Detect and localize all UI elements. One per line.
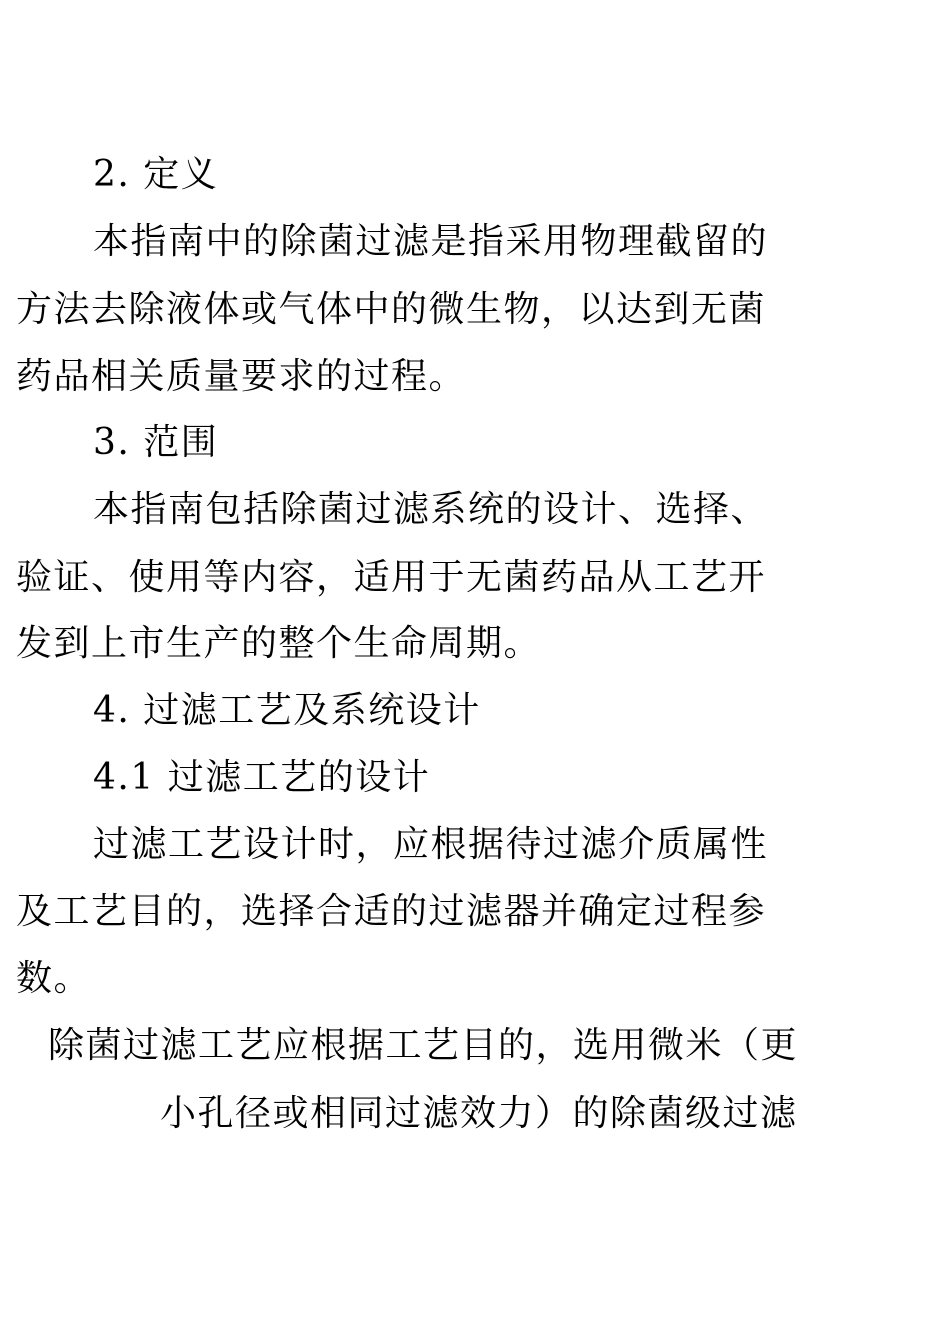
paragraph-line: 本指南中的除菌过滤是指采用物理截留的	[93, 221, 769, 262]
paragraph-line: 数。	[16, 958, 92, 999]
subsection-heading-process-design: 4.1 过滤工艺的设计	[93, 757, 431, 798]
paragraph-line: 本指南包括除菌过滤系统的设计、选择、	[93, 489, 769, 530]
section-heading-definition: 2. 定义	[93, 154, 219, 195]
paragraph-line: 验证、使用等内容，适用于无菌药品从工艺开	[16, 557, 767, 598]
paragraph-line: 及工艺目的，选择合适的过滤器并确定过程参	[16, 891, 767, 932]
paragraph-line: 小孔径或相同过滤效力）的除菌级过滤	[160, 1093, 798, 1134]
paragraph-line: 药品相关质量要求的过程。	[16, 356, 467, 397]
paragraph-line: 发到上市生产的整个生命周期。	[16, 623, 542, 664]
section-heading-process-design: 4. 过滤工艺及系统设计	[93, 690, 481, 731]
paragraph-line: 除菌过滤工艺应根据工艺目的，选用微米（更	[48, 1025, 799, 1066]
paragraph-line: 方法去除液体或气体中的微生物，以达到无菌	[16, 289, 767, 330]
paragraph-line: 过滤工艺设计时，应根据待过滤介质属性	[93, 824, 769, 865]
section-heading-scope: 3. 范围	[93, 422, 219, 463]
